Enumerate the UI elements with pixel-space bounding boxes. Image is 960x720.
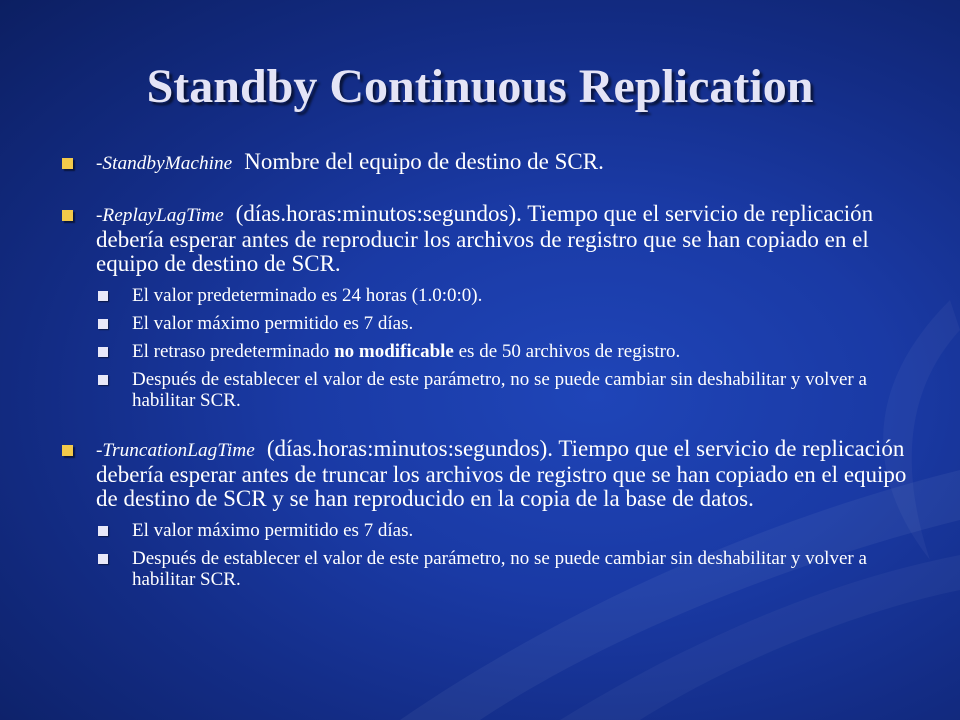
sub-bullet (96, 285, 920, 306)
square-bullet-icon (98, 375, 108, 385)
sub-bullet-text: El valor máximo permitido es 7 días. (132, 313, 414, 334)
sub-bullet-text: Después de establecer el valor de este parámetro, no se puede cambiar sin deshabilitar y volver a habilitar SCR. (132, 369, 867, 411)
square-bullet-icon (98, 291, 108, 301)
bullet-text: (días.horas:minutos:segundos). Tiempo que el servicio de replicación debería esperar antes de truncar los archivos de registro que se han copiado en el equipo de destino de SCR y se han reproducido en la copia de la base de datos. (96, 436, 907, 511)
sub-bullet-text-bold: no modificable (334, 341, 454, 362)
sub-bullet (96, 548, 920, 590)
square-bullet-icon (62, 445, 73, 456)
sub-bullet (96, 313, 920, 334)
sub-bullet (96, 341, 920, 362)
parameter-name: -StandbyMachine (96, 153, 233, 174)
sub-bullet (96, 369, 920, 411)
square-bullet-icon (62, 158, 73, 169)
bullet-replay-lag-time (60, 202, 920, 411)
sub-bullet-text: Después de establecer el valor de este parámetro, no se puede cambiar sin deshabilitar y volver a habilitar SCR. (132, 548, 867, 590)
bullet-list (60, 150, 920, 590)
slide-title: Standby Continuous Replication (146, 60, 814, 113)
sub-bullet (96, 520, 920, 541)
parameter-name: -ReplayLagTime (96, 205, 224, 226)
square-bullet-icon (98, 347, 108, 357)
bullet-standby-machine (60, 150, 920, 176)
sub-bullet-list (96, 520, 920, 590)
sub-bullet-text-pre: El retraso predeterminado (132, 341, 330, 362)
sub-bullet-list (96, 285, 920, 411)
sub-bullet-text: El valor predeterminado es 24 horas (1.0:0:0). (132, 285, 483, 306)
bullet-text: (días.horas:minutos:segundos). Tiempo que el servicio de replicación debería esperar antes de reproducir los archivos de registro que se han copiado en el equipo de destino de SCR. (96, 201, 874, 276)
square-bullet-icon (98, 554, 108, 564)
square-bullet-icon (98, 526, 108, 536)
parameter-name: -TruncationLagTime (96, 440, 255, 461)
sub-bullet-text: El valor máximo permitido es 7 días. (132, 520, 414, 541)
bullet-truncation-lag-time (60, 437, 920, 590)
square-bullet-icon (62, 210, 73, 221)
bullet-text: Nombre del equipo de destino de SCR. (244, 149, 604, 174)
sub-bullet-text-post: es de 50 archivos de registro. (458, 341, 681, 362)
square-bullet-icon (98, 319, 108, 329)
